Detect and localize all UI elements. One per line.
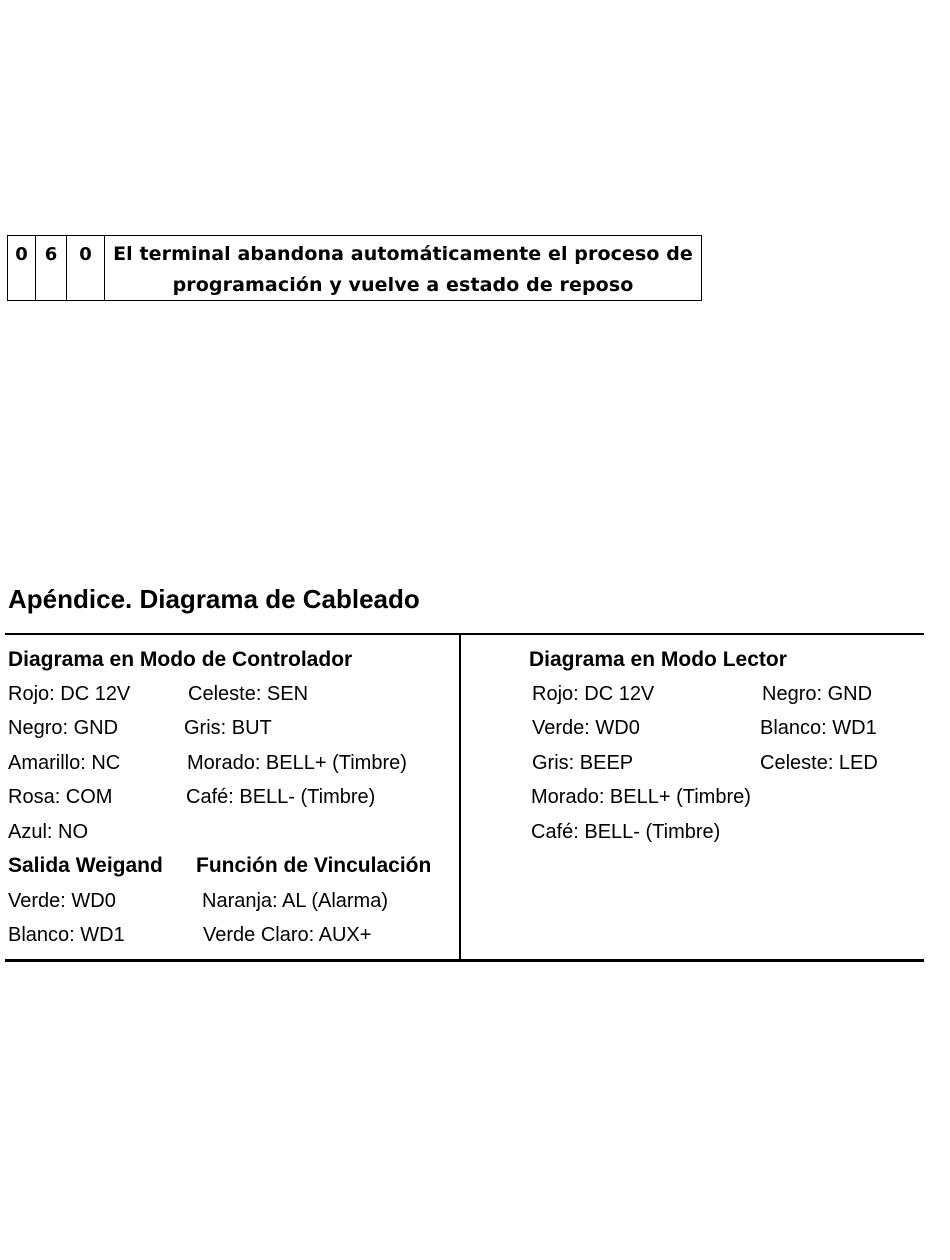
code-digit-2: 6 [36,236,67,300]
weigand-item: Blanco: WD1 [8,924,125,946]
controller-item: Amarillo: NC [8,752,121,774]
reader-item: Morado: BELL+ (Timbre) [531,786,751,808]
code-description-line-1: El terminal abandona automáticamente el proceso de [113,243,693,265]
reader-item: Blanco: WD1 [760,717,877,739]
linking-item: Naranja: AL (Alarma) [202,890,388,912]
reader-item: Celeste: LED [760,752,878,774]
controller-item: Celeste: SEN [188,683,309,705]
weigand-item: Verde: WD0 [8,890,116,912]
controller-item: Gris: BUT [184,717,272,739]
reader-item: Café: BELL- (Timbre) [531,821,721,843]
code-digit-1: 0 [8,236,36,300]
controller-item: Rojo: DC 12V [8,683,131,705]
weigand-heading: Salida Weigand [8,854,163,877]
linking-item: Verde Claro: AUX+ [203,924,372,946]
code-table [7,235,702,301]
controller-item: Morado: BELL+ (Timbre) [187,752,407,774]
reader-item: Rojo: DC 12V [532,683,655,705]
controller-item: Negro: GND [8,717,119,739]
appendix-title: Apéndice. Diagrama de Cableado [8,584,420,614]
reader-item: Gris: BEEP [532,752,634,774]
wiring-diagram-table [5,633,924,962]
column-divider [459,635,461,959]
linking-heading: Función de Vinculación [196,854,432,877]
controller-heading: Diagrama en Modo de Controlador [8,648,353,671]
code-digit-3: 0 [67,236,105,300]
reader-heading: Diagrama en Modo Lector [529,648,787,671]
code-description-line-2: programación y vuelve a estado de reposo [172,274,634,296]
code-description [105,236,701,300]
controller-item: Azul: NO [8,821,89,843]
reader-item: Negro: GND [762,683,873,705]
controller-item: Rosa: COM [8,786,113,808]
controller-item: Café: BELL- (Timbre) [186,786,376,808]
reader-item: Verde: WD0 [532,717,640,739]
